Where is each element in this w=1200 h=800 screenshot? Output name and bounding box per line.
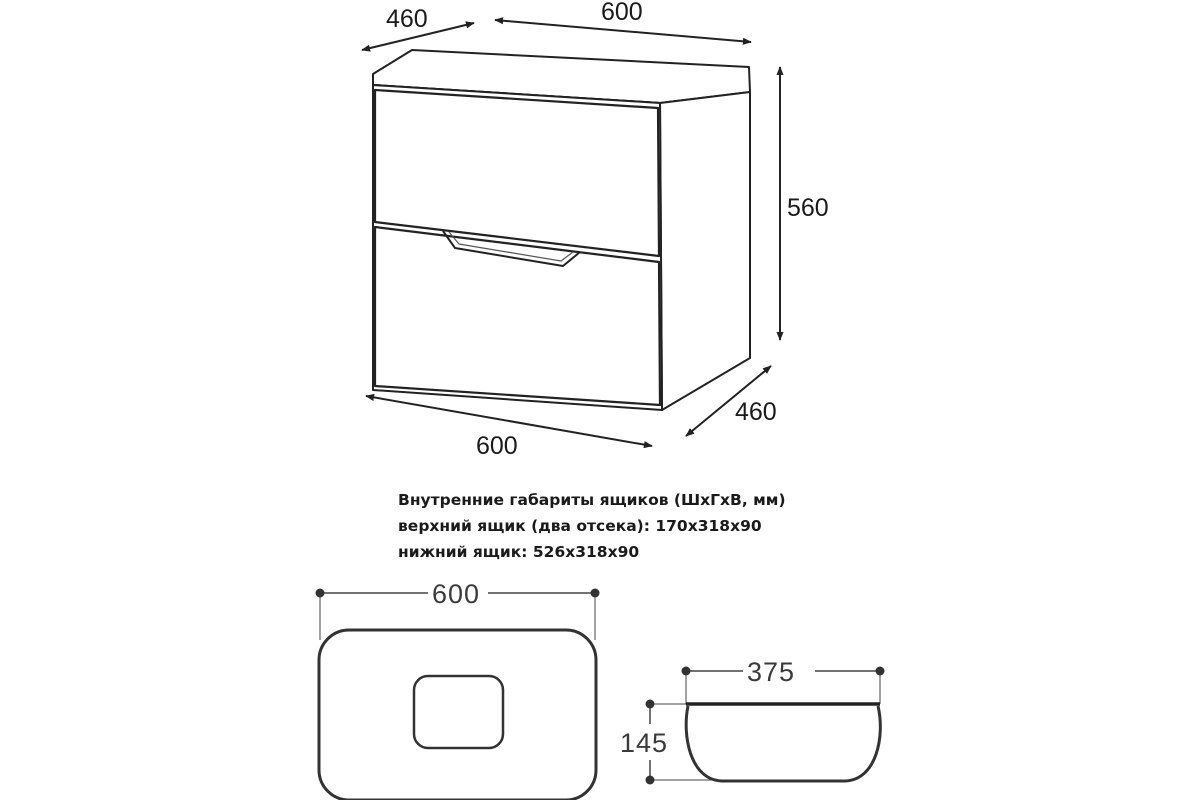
cabinet-drawing (373, 50, 750, 410)
cabinet-width-top-label: 600 (601, 0, 643, 26)
cabinet-height-label: 560 (787, 194, 829, 222)
basin-width-label: 600 (432, 579, 481, 609)
dimension-endpoint-dot (646, 776, 655, 785)
basin-side-height-label: 145 (620, 728, 669, 758)
dimension-endpoint-dot (876, 667, 885, 676)
cabinet-width-bottom-label: 600 (476, 432, 518, 460)
basin-top-view (316, 589, 600, 800)
cabinet-depth-bottom-label: 460 (735, 398, 777, 426)
specs-lower-drawer: нижний ящик: 526х318х90 (398, 543, 640, 561)
specs-title: Внутренние габариты ящиков (ШхГхВ, мм) (398, 491, 786, 509)
dimension-endpoint-dot (591, 589, 600, 598)
cabinet-depth-top-label: 460 (386, 5, 428, 33)
basin-side-width-label: 375 (747, 657, 796, 687)
cabinet-side-panel (660, 92, 750, 410)
dimension-endpoint-dot (646, 700, 655, 709)
basin-side-profile (686, 706, 880, 781)
basin-inner-bowl (414, 676, 503, 748)
dimension-endpoint-dot (316, 589, 325, 598)
specs-upper-drawer: верхний ящик (два отсека): 170х318х90 (398, 517, 762, 535)
dimension-endpoint-dot (682, 667, 691, 676)
